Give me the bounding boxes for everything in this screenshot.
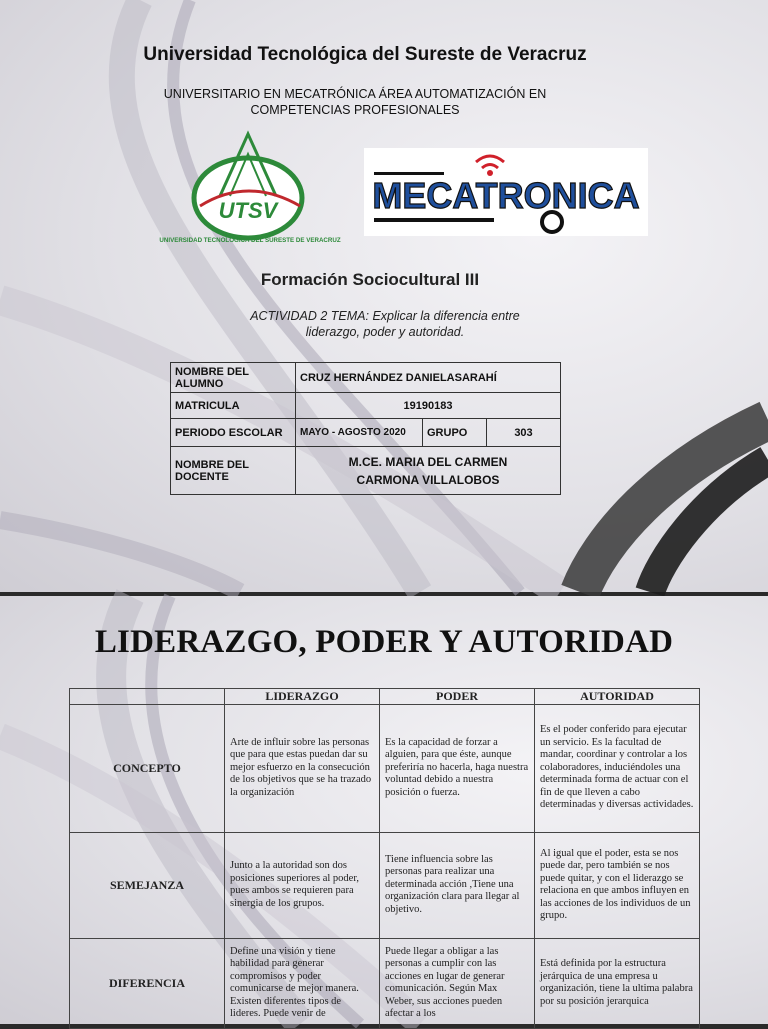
table-row [70,832,700,938]
docente-value: M.CE. MARIA DEL CARMEN CARMONA VILLALOBOS [296,447,561,495]
cell-autoridad: Está definida por la estructura jerárquica de una empresa u organización, tiene la ultima palabra por su posición jerarquica [535,938,700,1028]
cell-liderazgo: Arte de influir sobre las personas que para que estas puedan dar su mejor esfuerzo en la consecución de los objetivos que se ha trazado la organización [225,704,380,832]
alumno-label: NOMBRE DEL ALUMNO [171,363,296,393]
header-autoridad: AUTORIDAD [535,689,700,705]
matricula-value: 19190183 [296,393,561,419]
grupo-value: 303 [487,419,561,447]
header-empty [70,689,225,705]
mecatronica-logo [364,148,648,236]
student-info-table [170,362,561,495]
course-title: Formación Sociocultural III [260,270,480,289]
cell-liderazgo: Define una visión y tiene habilidad para generar compromisos y poder comunicarse de mejor manera. Existen diferentes tipos de lideres. Puede venir de [225,938,380,1028]
alumno-value: CRUZ HERNÁNDEZ DANIELASARAHÍ [296,363,561,393]
svg-text:MECATRONICA: MECATRONICA [372,175,640,216]
university-title: Universidad Tecnológica del Sureste de Veracruz [143,44,587,65]
table-row [70,704,700,832]
header-poder: PODER [380,689,535,705]
cell-autoridad: Es el poder conferido para ejecutar un servicio. Es la facultad de mandar, coordinar y controlar a los colaboradores, induciéndoles una determinada forma de actuar con el fin de que lleven a cabo determinadas y diversas actividades. [535,704,700,832]
row-label: DIFERENCIA [70,938,225,1028]
table-row [70,938,700,1028]
row-label: SEMEJANZA [70,832,225,938]
utsv-logo [159,126,341,250]
docente-label: NOMBRE DEL DOCENTE [171,447,296,495]
periodo-value: MAYO - AGOSTO 2020 [296,419,423,447]
header-liderazgo: LIDERAZGO [225,689,380,705]
cell-poder: Es la capacidad de forzar a alguien, para que éste, aunque preferiría no hacerla, haga nuestra voluntad debido a nuestra posición o fuerza. [380,704,535,832]
matricula-label: MATRICULA [171,393,296,419]
cell-poder: Puede llegar a obligar a las personas a cumplir con las acciones en lugar de generar comunicación. Según Max Weber, sus acciones pueden afectar a los [380,938,535,1028]
periodo-label: PERIODO ESCOLAR [171,419,296,447]
comparison-table [69,688,700,1029]
cell-autoridad: Al igual que el poder, esta se nos puede dar, pero también se nos puede quitar, y con el liderazgo se relaciona en que ambos influyen en las acciones de los individuos de un grupo. [535,832,700,938]
grupo-label: GRUPO [423,419,487,447]
cell-poder: Tiene influencia sobre las personas para realizar una determinada acción ,Tiene una organización clara para llegar al objetivo. [380,832,535,938]
comparison-title: LIDERAZGO, PODER Y AUTORIDAD [94,624,674,660]
svg-text:UNIVERSIDAD TECNOLOGICA DEL SU: UNIVERSIDAD TECNOLOGICA DEL SURESTE DE VERACRUZ [159,237,341,244]
cell-liderazgo: Junto a la autoridad son dos posiciones superiores al poder, pues ambos se requieren para sinergia de los grupos. [225,832,380,938]
activity-text: ACTIVIDAD 2 TEMA: Explicar la diferencia entre liderazgo, poder y autoridad. [250,309,520,339]
program-subtitle: UNIVERSITARIO EN MECATRÓNICA ÁREA AUTOMATIZACIÓN EN COMPETENCIAS PROFESIONALES [163,87,547,117]
svg-text:UTSV: UTSV [218,198,278,223]
row-label: CONCEPTO [70,704,225,832]
